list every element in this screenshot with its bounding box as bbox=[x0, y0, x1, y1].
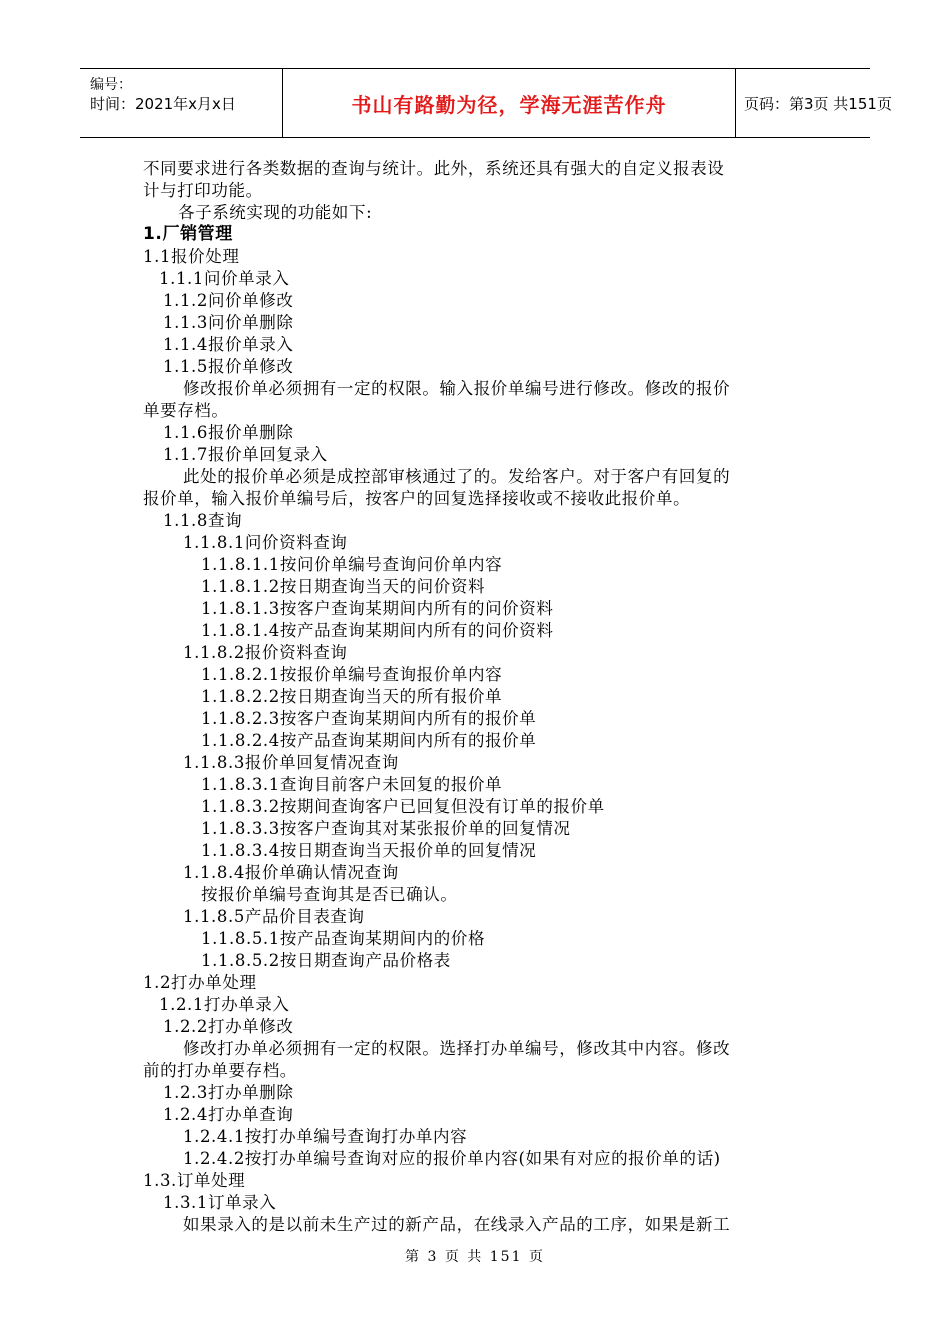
body-line: 1.2.1打办单录入 bbox=[159, 995, 290, 1014]
body-line: 1.2.3打办单删除 bbox=[163, 1083, 294, 1102]
body-line: 1.2.2打办单修改 bbox=[163, 1017, 294, 1036]
document-date-label: 时间：2021年x月x日 bbox=[90, 95, 236, 113]
body-line: 1.1.2问价单修改 bbox=[163, 291, 294, 310]
body-line: 1.1.8.1.2按日期查询当天的问价资料 bbox=[201, 577, 486, 596]
body-line: 1.1.8.3.1查询目前客户未回复的报价单 bbox=[201, 775, 503, 794]
body-line: 各子系统实现的功能如下: bbox=[178, 203, 373, 222]
body-line: 按报价单编号查询其是否已确认。 bbox=[201, 885, 458, 904]
body-line: 1.1.8.1问价资料查询 bbox=[183, 533, 348, 552]
body-line: 1.1.8.2.4按产品查询某期间内所有的报价单 bbox=[201, 731, 537, 750]
body-line: 1.1.8.3.2按期间查询客户已回复但没有订单的报价单 bbox=[201, 797, 605, 816]
body-line: 1.1.8.5产品价目表查询 bbox=[183, 907, 365, 926]
header-meta-cell bbox=[80, 69, 280, 137]
body-line: 1.1.8.5.2按日期查询产品价格表 bbox=[201, 951, 451, 970]
header-motto-cell bbox=[282, 69, 736, 137]
page-header bbox=[80, 68, 892, 138]
body-line: 修改打办单必须拥有一定的权限。选择打办单编号，修改其中内容。修改 bbox=[183, 1039, 731, 1058]
body-line: 1.1.8.3报价单回复情况查询 bbox=[183, 753, 399, 772]
header-motto: 书山有路勤为径，学海无涯苦作舟 bbox=[351, 92, 667, 117]
body-line: 1.1.8.5.1按产品查询某期间内的价格 bbox=[201, 929, 486, 948]
body-line: 此处的报价单必须是成控部审核通过了的。发给客户。对于客户有回复的 bbox=[183, 467, 731, 486]
document-code-label: 编号： bbox=[90, 77, 132, 93]
body-line: 1.1.8.1.1按问价单编号查询问价单内容 bbox=[201, 555, 503, 574]
body-line: 1.1.8.1.3按客户查询某期间内所有的问价资料 bbox=[201, 599, 554, 618]
body-line: 1.2.4.1按打办单编号查询打办单内容 bbox=[183, 1127, 468, 1146]
body-line: 前的打办单要存档。 bbox=[143, 1061, 297, 1080]
body-line: 1.3.订单处理 bbox=[143, 1171, 246, 1190]
body-line: 修改报价单必须拥有一定的权限。输入报价单编号进行修改。修改的报价 bbox=[183, 379, 731, 398]
body-line: 1.1报价处理 bbox=[143, 247, 240, 266]
body-line: 1.1.8.3.4按日期查询当天报价单的回复情况 bbox=[201, 841, 537, 860]
body-line: 如果录入的是以前未生产过的新产品，在线录入产品的工序，如果是新工 bbox=[183, 1215, 731, 1234]
body-line: 1.1.8.3.3按客户查询其对某张报价单的回复情况 bbox=[201, 819, 571, 838]
body-line: 1.1.5报价单修改 bbox=[163, 357, 294, 376]
body-line: 1.1.6报价单删除 bbox=[163, 423, 294, 442]
body-line: 不同要求进行各类数据的查询与统计。此外，系统还具有强大的自定义报表设 bbox=[143, 159, 725, 178]
section-heading: 1.厂销管理 bbox=[143, 224, 233, 244]
body-line: 1.1.8.4报价单确认情况查询 bbox=[183, 863, 399, 882]
body-line: 1.1.8.2.2按日期查询当天的所有报价单 bbox=[201, 687, 503, 706]
body-line: 报价单，输入报价单编号后，按客户的回复选择接收或不接收此报价单。 bbox=[143, 489, 691, 508]
body-line: 1.1.8.2.1按报价单编号查询报价单内容 bbox=[201, 665, 503, 684]
header-page-number: 页码：第3页 共151页 bbox=[744, 94, 892, 113]
body-line: 1.1.8.2.3按客户查询某期间内所有的报价单 bbox=[201, 709, 537, 728]
body-line: 1.1.8.1.4按产品查询某期间内所有的问价资料 bbox=[201, 621, 554, 640]
body-line: 1.1.4报价单录入 bbox=[163, 335, 294, 354]
body-line: 单要存档。 bbox=[143, 401, 229, 420]
header-page-cell bbox=[736, 69, 892, 137]
body-line: 1.2.4打办单查询 bbox=[163, 1105, 294, 1124]
body-line: 计与打印功能。 bbox=[143, 181, 263, 200]
page-footer: 第 3 页 共 151 页 bbox=[405, 1249, 545, 1265]
body-line: 1.1.3问价单删除 bbox=[163, 313, 294, 332]
body-line: 1.1.8.2报价资料查询 bbox=[183, 643, 348, 662]
body-line: 1.1.7报价单回复录入 bbox=[163, 445, 328, 464]
body-line: 1.1.1问价单录入 bbox=[159, 269, 290, 288]
body-line: 1.2打办单处理 bbox=[143, 973, 257, 992]
body-line: 1.1.8查询 bbox=[163, 511, 243, 530]
body-line: 1.3.1订单录入 bbox=[163, 1193, 277, 1212]
body-line: 1.2.4.2按打办单编号查询对应的报价单内容(如果有对应的报价单的话) bbox=[183, 1149, 721, 1168]
